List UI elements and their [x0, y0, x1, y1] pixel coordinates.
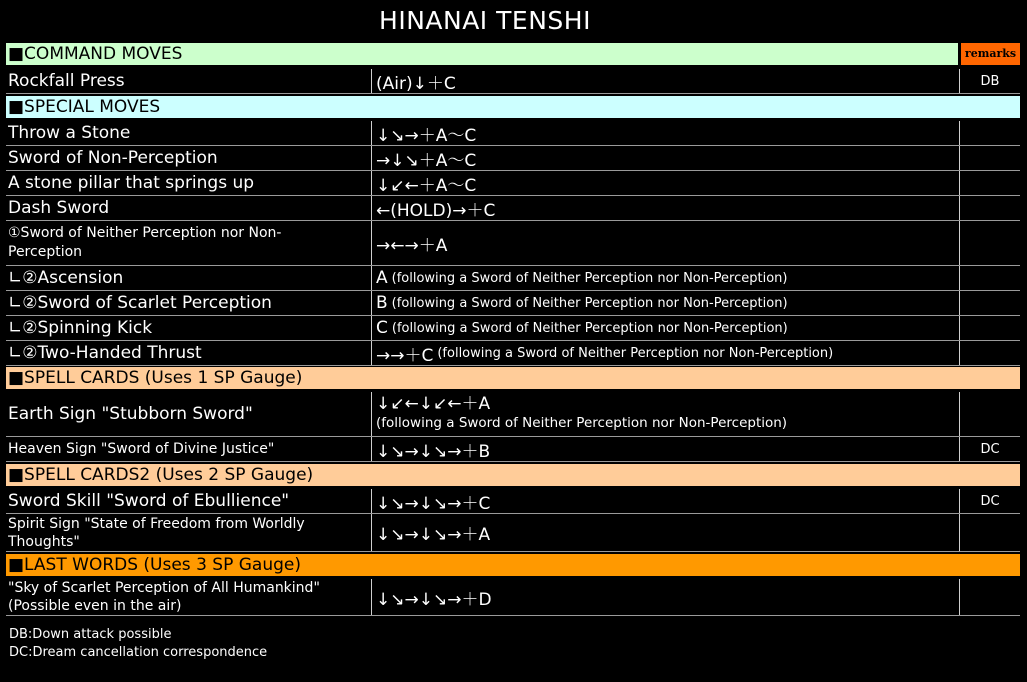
move-name: Throw a Stone	[8, 123, 131, 143]
section-header-command-moves: ■COMMAND MOVES	[6, 43, 958, 65]
table-row	[6, 392, 1020, 437]
table-row	[6, 146, 1020, 171]
move-name: Earth Sign "Stubborn Sword"	[8, 404, 253, 424]
table-row	[6, 579, 1020, 616]
move-name: Dash Sword	[8, 198, 110, 218]
table-row	[6, 196, 1020, 221]
move-name: Spirit Sign "State of Freedom from Worldly Thoughts"	[8, 515, 305, 550]
move-note: (following a Sword of Neither Perception nor Non-Perception)	[391, 270, 788, 286]
move-remark	[959, 221, 1020, 265]
table-row	[6, 69, 1020, 94]
move-name: ∟②Spinning Kick	[8, 318, 153, 338]
move-name: ∟②Two-Handed Thrust	[8, 343, 202, 363]
move-remark	[959, 171, 1020, 195]
legend-dc: DC:Dream cancellation correspondence	[9, 645, 268, 660]
move-remark	[959, 341, 1020, 365]
page-title: HINANAI TENSHI	[379, 6, 591, 35]
move-command: ↓↘→↓↘→＋B	[371, 437, 959, 461]
move-command-cell	[371, 266, 959, 290]
move-command: ↓↘→↓↘→＋C	[371, 489, 959, 513]
move-command: →↓↘＋A～C	[371, 146, 959, 170]
move-command-cell	[371, 341, 959, 365]
move-remark: DB	[959, 69, 1020, 93]
table-row	[6, 266, 1020, 291]
move-remark	[959, 392, 1020, 436]
move-note: (following a Sword of Neither Perception nor Non-Perception)	[391, 295, 788, 311]
move-remark	[959, 146, 1020, 170]
move-command: →→＋C	[376, 345, 434, 365]
move-remark: DC	[959, 489, 1020, 513]
move-name: Rockfall Press	[8, 71, 125, 91]
move-note: (following a Sword of Neither Perception nor Non-Perception)	[376, 415, 788, 431]
move-name: Sword Skill "Sword of Ebullience"	[8, 491, 290, 511]
move-remark: DC	[959, 437, 1020, 461]
table-row	[6, 514, 1020, 552]
move-name: Sword of Non-Perception	[8, 148, 218, 168]
table-row	[6, 121, 1020, 146]
move-remark	[959, 196, 1020, 220]
move-command-cell	[371, 316, 959, 340]
move-command: C	[376, 318, 388, 338]
table-row	[6, 291, 1020, 316]
move-command: ↓↘→＋A～C	[371, 121, 959, 145]
move-command-cell	[371, 392, 959, 436]
move-command-cell	[371, 291, 959, 315]
move-command: B	[376, 293, 388, 313]
move-remark	[959, 316, 1020, 340]
move-command: A	[376, 268, 388, 288]
legend-db: DB:Down attack possible	[9, 627, 172, 642]
move-name-cell	[8, 579, 366, 615]
remarks-header: remarks	[961, 43, 1020, 65]
move-remark	[959, 514, 1020, 551]
move-command: ↓↘→↓↘→＋A	[371, 514, 959, 551]
move-name: "Sky of Scarlet Perception of All Humankind"	[8, 580, 320, 596]
legend-notes	[9, 626, 267, 662]
table-row	[6, 171, 1020, 196]
move-remark	[959, 266, 1020, 290]
move-note: (following a Sword of Neither Perception nor Non-Perception)	[437, 345, 834, 361]
table-row	[6, 437, 1020, 462]
move-command: ↓↙←＋A～C	[371, 171, 959, 195]
table-row	[6, 341, 1020, 366]
move-name: ∟②Ascension	[8, 268, 124, 288]
move-name: Heaven Sign "Sword of Divine Justice"	[8, 441, 275, 457]
table-row	[6, 316, 1020, 341]
section-header-special-moves: ■SPECIAL MOVES	[6, 96, 1020, 118]
move-note: (following a Sword of Neither Perception nor Non-Perception)	[391, 320, 788, 336]
move-remark	[959, 579, 1020, 615]
move-remark	[959, 291, 1020, 315]
move-name: A stone pillar that springs up	[8, 173, 255, 193]
move-command: →←→＋A	[371, 221, 959, 265]
section-header-spell-cards: ■SPELL CARDS (Uses 1 SP Gauge)	[6, 367, 1020, 389]
move-command: ↓↙←↓↙←＋A	[376, 394, 491, 414]
move-name: ①Sword of Neither Perception nor Non-Perception	[8, 225, 282, 260]
section-header-last-words: ■LAST WORDS (Uses 3 SP Gauge)	[6, 554, 1020, 576]
move-name: ∟②Sword of Scarlet Perception	[8, 293, 272, 313]
move-command: ↓↘→↓↘→＋D	[371, 579, 959, 615]
move-command: (Air)↓＋C	[371, 69, 959, 93]
move-command: ←(HOLD)→＋C	[371, 196, 959, 220]
move-name-note: (Possible even in the air)	[8, 598, 182, 614]
table-row	[6, 221, 1020, 266]
move-remark	[959, 121, 1020, 145]
table-row	[6, 489, 1020, 514]
section-header-spell-cards-2: ■SPELL CARDS2 (Uses 2 SP Gauge)	[6, 464, 1020, 486]
